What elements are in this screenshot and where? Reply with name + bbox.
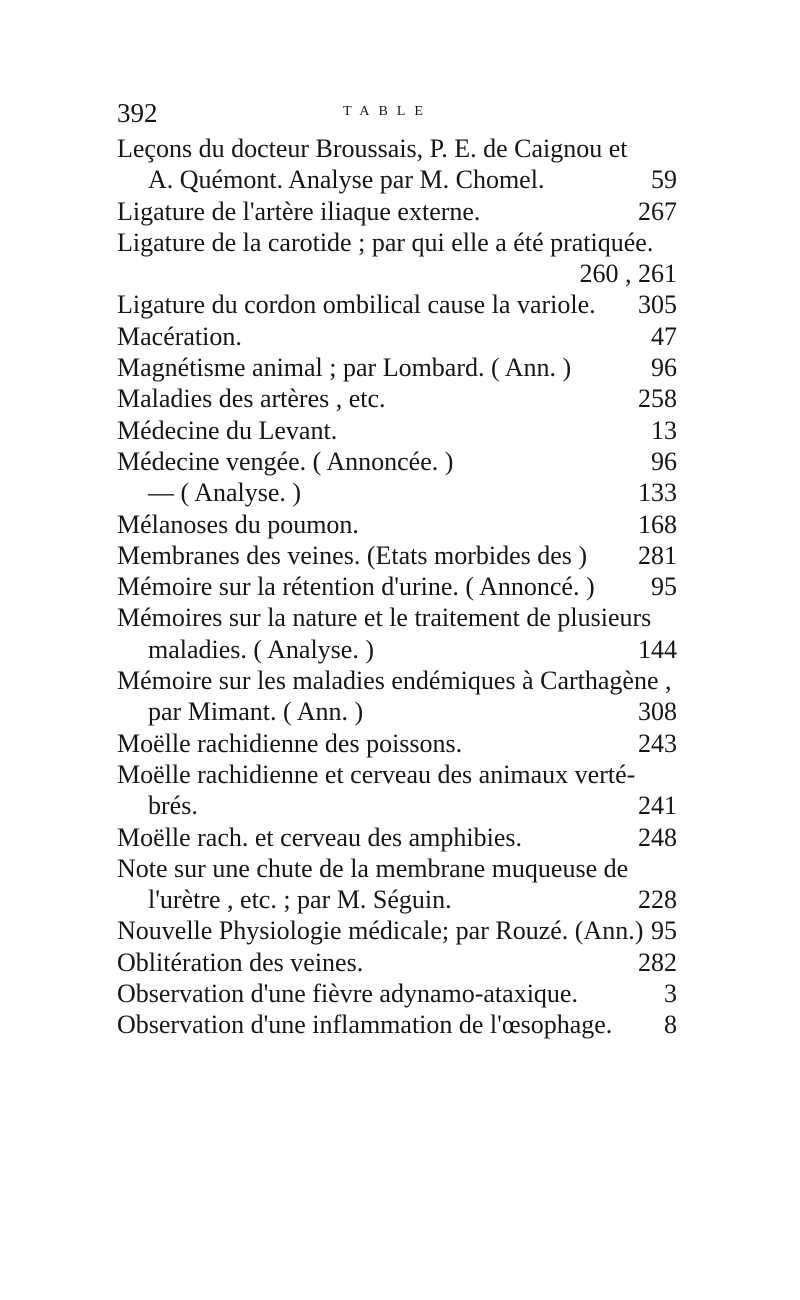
index-entry bbox=[117, 383, 677, 414]
entry-page: 308 bbox=[638, 697, 677, 727]
entry-page: 260 , 261 bbox=[579, 259, 677, 289]
entry-text: Médecine vengée. ( Annoncée. ) bbox=[117, 446, 454, 476]
entry-page: 144 bbox=[638, 634, 677, 664]
entry-page: 258 bbox=[638, 384, 677, 414]
index-entry bbox=[117, 915, 677, 946]
running-title: TABLE bbox=[343, 104, 432, 119]
entry-text: Mémoire sur la rétention d'urine. ( Annoncé. ) bbox=[117, 572, 595, 602]
entry-text: Moëlle rach. et cerveau des amphibies. bbox=[117, 822, 522, 852]
index-entry bbox=[117, 728, 677, 759]
entry-text: Leçons du docteur Broussais, P. E. de Caignou et bbox=[117, 134, 628, 163]
entry-page: 133 bbox=[638, 478, 677, 508]
index-entries bbox=[117, 133, 677, 1041]
entry-page: 95 bbox=[651, 916, 677, 946]
index-entry bbox=[117, 133, 677, 196]
entry-text: Observation d'une inflammation de l'œsophage. bbox=[117, 1010, 613, 1040]
page-header bbox=[117, 96, 677, 132]
index-entry bbox=[117, 665, 677, 728]
entry-page: 282 bbox=[638, 947, 677, 977]
index-entry bbox=[117, 947, 677, 978]
entry-text: Moëlle rachidienne des poissons. bbox=[117, 728, 463, 758]
entry-text: — ( Analyse. ) bbox=[148, 478, 302, 508]
entry-text: Maladies des artères , etc. bbox=[117, 384, 386, 414]
entry-text: Ligature du cordon ombilical cause la variole. bbox=[117, 290, 596, 320]
entry-page: 3 bbox=[664, 979, 677, 1009]
index-entry bbox=[117, 1009, 677, 1040]
entry-text-continued: l'urètre , etc. ; par M. Séguin. bbox=[148, 885, 452, 915]
index-entry bbox=[117, 196, 677, 227]
entry-text: Membranes des veines. (Etats morbides des ) bbox=[117, 540, 588, 570]
entry-page: 96 bbox=[651, 353, 677, 383]
index-entry bbox=[117, 540, 677, 571]
entry-page: 59 bbox=[651, 165, 677, 195]
entry-text: Mélanoses du poumon. bbox=[117, 509, 359, 539]
entry-text: Magnétisme animal ; par Lombard. ( Ann. ) bbox=[117, 353, 572, 383]
entry-text: Observation d'une fièvre adynamo-ataxique. bbox=[117, 979, 578, 1009]
entry-text: Oblitération des veines. bbox=[117, 947, 364, 977]
index-entry bbox=[117, 509, 677, 540]
index-entry bbox=[117, 853, 677, 916]
entry-text: Macération. bbox=[117, 321, 242, 351]
index-entry bbox=[117, 477, 677, 508]
entry-page: 305 bbox=[638, 290, 677, 320]
index-entry bbox=[117, 571, 677, 602]
index-entry bbox=[117, 227, 677, 290]
index-entry bbox=[117, 321, 677, 352]
entry-text: Mémoire sur les maladies endémiques à Carthagène , bbox=[117, 666, 672, 696]
index-entry bbox=[117, 602, 677, 665]
index-entry bbox=[117, 415, 677, 446]
entry-text: Nouvelle Physiologie médicale; par Rouzé. (Ann.) bbox=[117, 916, 644, 946]
index-entry bbox=[117, 759, 677, 822]
entry-page: 228 bbox=[638, 885, 677, 915]
page-number: 392 bbox=[117, 98, 158, 128]
entry-text-continued: maladies. ( Analyse. ) bbox=[148, 634, 374, 664]
entry-page: 13 bbox=[651, 415, 677, 445]
entry-text: Note sur une chute de la membrane muqueuse de bbox=[117, 853, 629, 883]
index-entry bbox=[117, 352, 677, 383]
entry-page: 95 bbox=[651, 572, 677, 602]
entry-page: 8 bbox=[664, 1010, 677, 1040]
entry-text: Ligature de la carotide ; par qui elle a été pratiquée. bbox=[117, 227, 654, 257]
index-entry bbox=[117, 822, 677, 853]
index-entry bbox=[117, 446, 677, 477]
entry-page: 281 bbox=[638, 540, 677, 570]
entry-text: Mémoires sur la nature et le traitement de plusieurs bbox=[117, 603, 652, 633]
entry-page: 47 bbox=[651, 321, 677, 351]
entry-page: 248 bbox=[638, 822, 677, 852]
entry-text: Moëlle rachidienne et cerveau des animaux verté- bbox=[117, 759, 636, 789]
entry-text: Ligature de l'artère iliaque externe. bbox=[117, 196, 481, 226]
entry-text-continued: A. Quémont. Analyse par M. Chomel. bbox=[148, 165, 545, 195]
entry-text: Médecine du Levant. bbox=[117, 415, 338, 445]
entry-page: 243 bbox=[638, 728, 677, 758]
index-entry bbox=[117, 289, 677, 320]
entry-page: 168 bbox=[638, 509, 677, 539]
entry-page: 96 bbox=[651, 446, 677, 476]
entry-text-continued: par Mimant. ( Ann. ) bbox=[148, 697, 364, 727]
entry-page: 241 bbox=[638, 791, 677, 821]
index-entry bbox=[117, 978, 677, 1009]
entry-text-continued: brés. bbox=[148, 791, 198, 821]
entry-page: 267 bbox=[638, 196, 677, 226]
